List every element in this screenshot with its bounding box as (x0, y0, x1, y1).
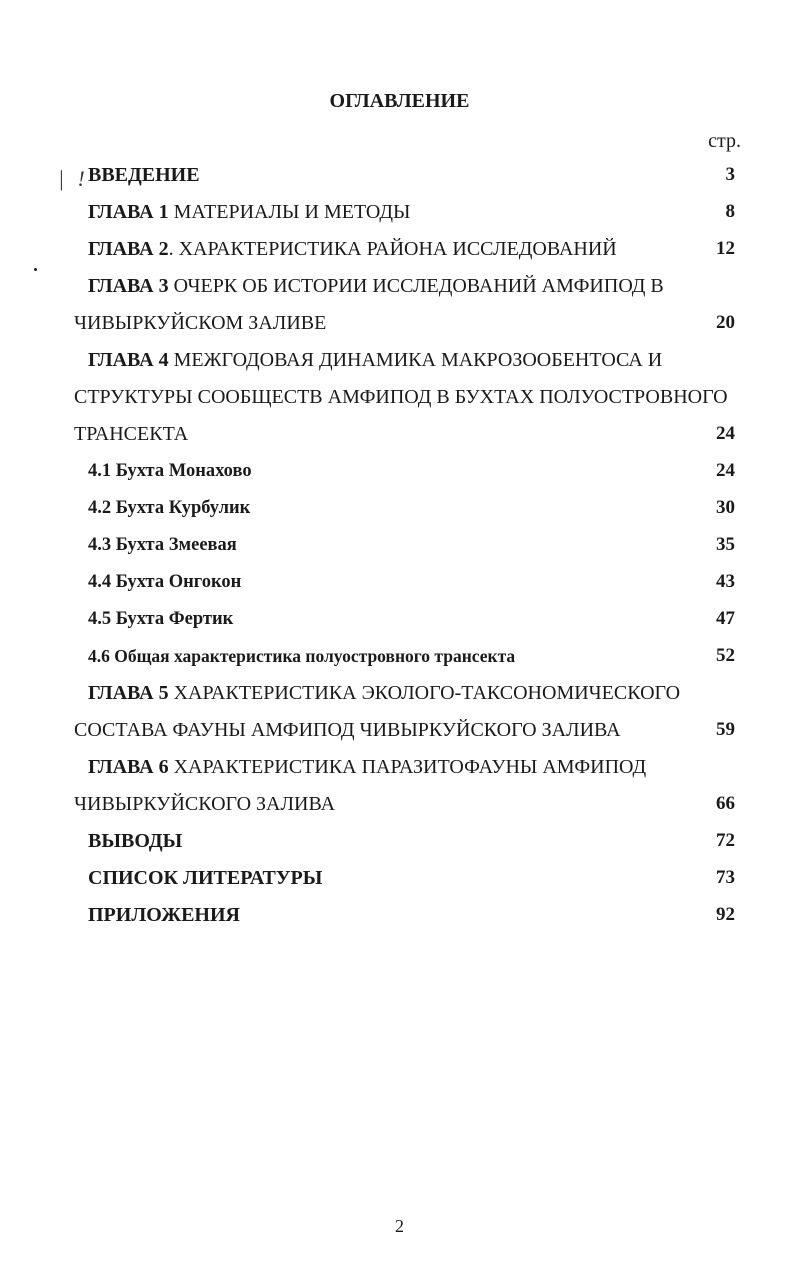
toc-chapter-label: ГЛАВА 6 (88, 756, 169, 778)
toc-chapter-label: ГЛАВА 2 (88, 238, 169, 260)
toc-page-number: 24 (716, 423, 735, 444)
toc-chapter-title: МАТЕРИАЛЫ И МЕТОДЫ (168, 201, 411, 223)
toc-page-number: 3 (725, 164, 735, 185)
toc-page-number: 72 (716, 830, 735, 851)
toc-chapter-label: ГЛАВА 3 (88, 275, 169, 297)
toc-page-number: 8 (725, 201, 735, 222)
toc-entry-label: ВВЕДЕНИЕ (88, 164, 200, 186)
toc-entry-section-4-6[interactable]: 4.6 Общая характеристика полуостровного трансекта (88, 646, 516, 666)
margin-handwritten-mark: | ! (58, 166, 89, 191)
toc-entry-section-4-4[interactable]: 4.4 Бухта Онгокон (88, 572, 242, 592)
toc-entry-introduction[interactable] (88, 161, 200, 189)
toc-page-number: 52 (716, 645, 735, 666)
page-number: 2 (395, 1216, 404, 1236)
toc-entry-chapter-3-continued: ЧИВЫРКУЙСКОМ ЗАЛИВЕ (74, 312, 327, 334)
toc-chapter-title: ОЧЕРК ОБ ИСТОРИИ ИССЛЕДОВАНИЙ АМФИПОД В (168, 275, 664, 297)
toc-page-number: 73 (716, 867, 735, 888)
page-column-header: стр. (708, 130, 741, 152)
toc-chapter-title: . ХАРАКТЕРИСТИКА РАЙОНА ИССЛЕДОВАНИЙ (168, 238, 617, 260)
toc-entry-references[interactable]: СПИСОК ЛИТЕРАТУРЫ (88, 867, 323, 889)
toc-page-number: 43 (716, 571, 735, 592)
toc-page-number: 59 (716, 719, 735, 740)
toc-entry-chapter-1[interactable] (88, 198, 410, 226)
toc-page-number: 12 (716, 238, 735, 259)
page-title: ОГЛАВЛЕНИЕ (329, 90, 470, 112)
toc-entry-chapter-2[interactable] (88, 235, 617, 263)
toc-chapter-title: ХАРАКТЕРИСТИКА ЭКОЛОГО-ТАКСОНОМИЧЕСКОГО (168, 682, 681, 704)
toc-entry-section-4-1[interactable]: 4.1 Бухта Монахово (88, 461, 252, 481)
toc-page-number: 47 (716, 608, 735, 629)
toc-entry-chapter-4-continued-2: ТРАНСЕКТА (74, 423, 189, 445)
toc-chapter-label: ГЛАВА 5 (88, 682, 169, 704)
toc-entry-chapter-3[interactable] (88, 272, 664, 300)
toc-entry-chapter-5-continued: СОСТАВА ФАУНЫ АМФИПОД ЧИВЫРКУЙСКОГО ЗАЛИВА (74, 719, 621, 741)
toc-chapter-label: ГЛАВА 1 (88, 201, 169, 223)
toc-entry-conclusions[interactable]: ВЫВОДЫ (88, 830, 183, 852)
toc-page-number: 24 (716, 460, 735, 481)
toc-page-number: 30 (716, 497, 735, 518)
toc-entry-chapter-4-continued: СТРУКТУРЫ СООБЩЕСТВ АМФИПОД В БУХТАХ ПОЛУОСТРОВНОГО (74, 386, 728, 408)
toc-page-number: 20 (716, 312, 735, 333)
toc-chapter-title: ХАРАКТЕРИСТИКА ПАРАЗИТОФАУНЫ АМФИПОД (168, 756, 647, 778)
toc-entry-chapter-5[interactable] (88, 679, 680, 707)
toc-page-number: 66 (716, 793, 735, 814)
toc-chapter-label: ГЛАВА 4 (88, 349, 169, 371)
toc-page-number: 35 (716, 534, 735, 555)
toc-entry-appendices[interactable]: ПРИЛОЖЕНИЯ (88, 904, 240, 926)
toc-entry-section-4-5[interactable]: 4.5 Бухта Фертик (88, 609, 234, 629)
toc-entry-section-4-2[interactable]: 4.2 Бухта Курбулик (88, 498, 251, 518)
toc-page-number: 92 (716, 904, 735, 925)
toc-entry-section-4-3[interactable]: 4.3 Бухта Змеевая (88, 535, 237, 555)
toc-chapter-title: МЕЖГОДОВАЯ ДИНАМИКА МАКРОЗООБЕНТОСА И (168, 349, 663, 371)
toc-entry-chapter-6-continued: ЧИВЫРКУЙСКОГО ЗАЛИВА (74, 793, 336, 815)
toc-entry-chapter-4[interactable] (88, 346, 662, 374)
toc-entry-chapter-6[interactable] (88, 753, 646, 781)
